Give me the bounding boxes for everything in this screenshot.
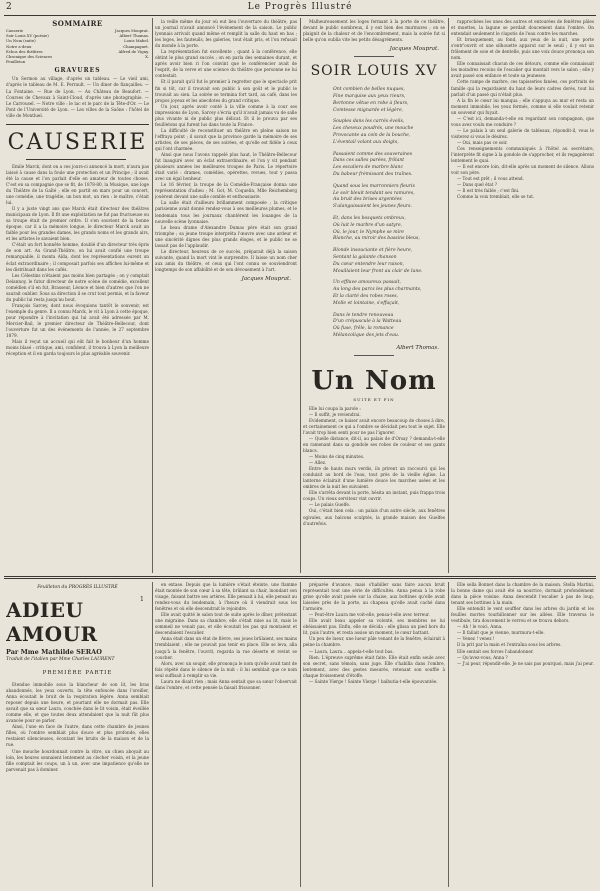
poem-line: Fine marquise aux yeux rieurs, xyxy=(333,93,406,99)
un-nom-paragraph: — C'est ici, demanda-t-elle en regardant son compagnon, que vous avez voulu me conduire ? xyxy=(451,115,594,127)
un-nom-paragraph: Elle connaissait chacun de ces détours, comme elle connaissait les moindres recoins de l'escalier qui montait vers le salon ; elle y avait passé son enfance et toute sa jeunesse. xyxy=(451,61,594,79)
un-nom-paragraph: — Dans quel état ? xyxy=(457,182,497,188)
un-nom-paragraph: A la fin le cœur lui manqua ; elle s'appuya au mur et resta un moment immobile, les yeux fermés, comme si elle voulait retenir un souvenir qui fuyait. xyxy=(451,97,594,115)
feuilleton-paragraph: — Sainte Vierge ! Sainte Vierge ! balbutia-t-elle épouvantée. xyxy=(309,678,438,684)
poem-line: Du babeur frémissant des traînes. xyxy=(333,171,413,177)
sommaire-item-author: Champagnet. xyxy=(123,43,149,49)
sommaire-item-author: Jacques Mouprat. xyxy=(114,28,149,33)
feuilleton-paragraph: — Il fallait que je vienne, murmura-t-elle. xyxy=(457,630,545,636)
causerie-paragraph: Emile Marck, dont on a ces jours-ci annoncé la mort, n'aura pas laissé à cause dans la foule une protection et un Principe ; il avait été la cause et l'on parlait d'elle en amateur de toutes choses. C'est en sa compagnie que se fit, de 1878-80, la Musique, une loge du Théâtre de la Gaîté ; elle en partit en mars pour un concert, une comédie, une tragédie, un bon mot, un rien : le maître, c'était lui. xyxy=(6,163,149,206)
column-3-signature: Jacques Mouprat. xyxy=(389,46,439,53)
causerie-body xyxy=(6,164,149,358)
feuilleton-part: PREMIÈRE PARTIE xyxy=(42,670,113,676)
causerie-paragraph: Il y a juste vingt ans que Marck était directeur des théâtres municipaux de Lyon. Il fit une exploitation ne fut pas fructueuse ou sa troupe était de premier ordre. Il s'en souvient de la bonne époque, car il a la mémoire longue, le directeur Marck avait un faible pour les grandes dames, les grands noms et les grands airs, et les artistes le savaient bien. xyxy=(6,206,149,242)
column-divider xyxy=(152,582,153,887)
poem-line: Dans le tendre renouveau xyxy=(333,312,394,318)
newspaper-title: Le Progrès Illustré xyxy=(247,2,353,12)
causerie-paragraph: La difficulté de reconstituer un théâtre en pleine saison ne l'effraya point ; il savait que la province garde la mémoire de ses artistes, de ses pièces, de ses soirées, et qu'elle est fidèle à ceux qui l'ont charmée. xyxy=(155,127,297,151)
un-nom-paragraph: — Il est très faible ; c'est fini. xyxy=(457,188,520,194)
poem-line: Les cheveux poudrés, une mouche xyxy=(333,126,414,132)
feuilleton-paragraph: Laura ne disait rien ; mais Anna sentait que sa sœur l'observait dans l'ombre, et cette pensée la faisait frissonner. xyxy=(155,678,297,690)
un-nom-paragraph: rapprochées les unes des autres et entourées de fenêtres pâles et muettes, la lagune se perdait doucement dans l'ombre. On entendait seulement le clapotis de l'eau contre les marches. xyxy=(451,19,594,37)
feuilleton-body xyxy=(6,682,149,773)
poem-line: Mélancolique des jets d'eau. xyxy=(333,332,400,338)
un-nom-paragraph: Oui, c'était bien cela : un palais d'un autre siècle, aux fenêtres ogivales, aux balcons sculptés, la grande maison des Guelfes d'autrefois. xyxy=(303,508,445,526)
causerie-paragraph: Le beau drame d'Alexandre Dumas père était son grand triomphe ; sa jeune troupe interpréta l'œuvre avec une ardeur et une sincérité dignes des plus grands éloges, et le public ne se lassait pas de l'applaudir. xyxy=(155,224,297,248)
poem-line: Comtesse mignarde et légère, xyxy=(333,107,404,113)
un-nom-paragraph: Elle s'arrêta devant la porte, hésita un instant, puis frappa trois coups. Un vieux serviteur vint ouvrir. xyxy=(303,490,445,502)
separator xyxy=(354,355,394,356)
feuilleton-paragraph: Ainsi, l'une en face de l'autre, dans cette chambre de jeunes filles, où l'ombre semblait plus douce et plus profonde, elles restaient silencieuses, écoutant les bruits de la maison et de la rue. xyxy=(6,724,149,748)
feuilleton-column-4 xyxy=(451,582,594,887)
column-4 xyxy=(451,19,594,573)
causerie-paragraph: Ainsi que nous l'avons rappelé plus haut, le Théâtre-Bellecour fut inauguré avec un éclat extraordinaire, et l'on y vit pendant plusieurs années les meilleures troupes de Paris. Le répertoire était varié : drames, comédies, opérettes, revues, tout y passa avec un égal bonheur. xyxy=(155,152,297,182)
un-nom-paragraph: — Allez. xyxy=(309,460,327,466)
poem-line: Ont combien de belles nuques, xyxy=(333,87,405,93)
poem-line: Le soir bleuit tendant ses ramures, xyxy=(333,190,415,196)
un-nom-paragraph: — Oui, mais pas ce soir. xyxy=(457,139,508,145)
feuilleton-paragraph: Alors, avec un soupir, elle prononça le nom qu'elle avait tant de fois répété dans le silence de la nuit : il lui semblait que ce nom seul suffisait à remplir sa vie. xyxy=(155,660,297,678)
column-divider xyxy=(448,582,449,887)
feuilleton-body-3 xyxy=(303,582,445,685)
feuilleton-paragraph: Il la prit par la main et l'entraîna sous les arbres. xyxy=(457,642,562,648)
page-header xyxy=(0,0,600,16)
column-2 xyxy=(155,19,297,573)
poem-line: Et la clarté des robes roses, xyxy=(333,293,399,299)
poem-line: Et, dans les bosquets ombreux, xyxy=(333,215,406,221)
feuilleton-paragraph: Elle entendit le vent souffler dans les arbres du jardin et les feuilles mortes tourbillonner sur les allées. Elle traversa le vestibule, tira doucement le verrou et se trouva dehors. xyxy=(451,606,594,624)
un-nom-paragraph: Ces renseignements communiqués à l'hôtel au secrétaire, l'interprète fit signe à la gondole de s'approcher, et ils regagnèrent lentement le quai. xyxy=(451,145,594,164)
un-nom-paragraph: — Quelle distance, dit-il, au palais de d'Orsay ? demanda-t-elle en ramenant dans sa gondole ses robes de couleur et ses gants blancs. xyxy=(303,435,445,454)
separator xyxy=(354,56,394,57)
sommaire-item-label: Un Nom (suite) xyxy=(6,38,36,44)
un-nom-paragraph: Evidemment, ce baiser avait encore beaucoup de choses à dire, et certainement ce qui a l'ombre se décidait peu tout le sujet. Elle l'avait trop bien senti pour ne pas l'ignorer. xyxy=(303,417,445,435)
column-1 xyxy=(6,19,149,573)
feuilleton-paragraph: — J'ai peur, répondit-elle. Je ne sais pas pourquoi, mais j'ai peur. xyxy=(457,660,594,666)
poem-line: Bertonne vêtue en robe à fleurs, xyxy=(333,100,409,106)
sommaire-item xyxy=(6,59,149,64)
poem-stanza xyxy=(333,152,445,179)
poem-line: Provocante au coin de la bouche, xyxy=(333,132,411,138)
feuilleton-paragraph: Un peu de lueur, une lueur pâle venant de la fenêtre, éclairait à peine la chambre. xyxy=(303,636,445,648)
sommaire-item-label: Causerie xyxy=(6,28,24,33)
sommaire-item-author: Louis Mabel. xyxy=(124,38,149,44)
page-number: 2 xyxy=(6,2,12,12)
sommaire-item-label: Soir Louis XV (poésie) xyxy=(6,33,49,39)
poem-line: Du cœur entendre leur raison, xyxy=(333,261,405,267)
feuilleton-paragraph: Elle avait quitté le salon tout de suite après le dîner, prétextant une migraine. Dans sa chambre, elle s'était mise au lit, mais le sommeil ne venait pas, et elle écoutait les pas qui montaient et descendaient l'escalier. xyxy=(155,612,297,636)
feuilleton-paragraph: Etendue immobile sous la blancheur de son lit, les bras abandonnés, les yeux ouverts, la tête enfoncée dans l'oreiller, Anna écoutait le bruit de la respiration légère. Anna semblait reposer depuis une heure, et pourtant elle ne dormait pas. Elle savait que sa sœur Laura, couchée dans le lit voisin, était éveillée comme elle, et que toutes deux attendaient que la nuit fût plus avancée pour se parler. xyxy=(6,682,149,724)
poem-line: Un effluve amoureux passait, xyxy=(333,280,401,286)
feuilleton-paragraph: — Peut-être Laura me voit-elle, pensa-t-elle avec terreur. xyxy=(309,612,430,618)
poem-stanza xyxy=(333,216,445,243)
causerie-signature: Jacques Mouprat. xyxy=(241,275,291,282)
poem-line: Où, le jour, le Nymphe se mire xyxy=(333,229,405,235)
un-nom-title: Un Nom xyxy=(311,365,437,396)
causerie-paragraph: La représentation fut excellente ; quant à la conférence, elle obtint le plus grand succès ; on en parla des semaines durant, et après avoir bien ri l'on convint que le conférencier avait de l'esprit, de la verve et une science du théâtre que personne ne lui contestait. xyxy=(155,49,297,79)
gravures-text: Un Sermon au village, d'après un tableau. — Le vieil ami, d'après le tableau de M. E. Perrault. — Un diner de fiançailles. — La Fontaine. — Rue de Lyon. — Au Château de Beaufort. — Courses de Chevaux à Saint-Cloud, d'après une photographie. — Le Carrousel. — Notre ville : le lac et le parc de la Tête-d'Or. — Le Pont de l'Université de Lyon. — Les villes de la Saône : l'hôtel de ville de Montluel. xyxy=(6,76,149,118)
column-divider xyxy=(300,18,301,573)
sommaire-list xyxy=(6,28,149,64)
feuilleton-paragraph: — Laura, Laura... appela-t-elle tout bas. xyxy=(309,648,394,654)
un-nom-paragraph: — Le palais à un seul galerie de tableaux, répondit-il, vous le visiterez si vous le désirez. xyxy=(451,127,594,139)
poem-stanza xyxy=(333,184,445,211)
feuilleton-body-4 xyxy=(451,582,594,667)
causerie-paragraph: Les Célestins n'étaient pas moins bien partagés ; on y comptait Delannoy, le futur directeur de notre scène de comédie, excellent comédien s'il en fut, Brasseur, Léonce et bien d'autres que l'on ne saurait oublier. Sous sa direction il se crut tout permis, et la faveur du public lui resta jusqu'au bout. xyxy=(6,272,149,302)
poem-stanza xyxy=(333,87,445,114)
sommaire-item-label: Echos des théâtres xyxy=(6,48,43,54)
feuilleton-paragraph: Elle avait beau appeler sa volonté, ses membres ne lui obéissaient pas. Enfin, elle se décida : elle glissa un pied hors du lit, puis l'autre, et resta assise un moment, le cœur battant. xyxy=(303,618,445,636)
un-nom-paragraph: — Le palais Guelfe. xyxy=(309,502,351,508)
section-rule xyxy=(6,124,149,125)
feuilleton-paragraph: Elle sella Bonnet dans la chambre de la maison. Stella Martini, la bonne dame qui avait été sa nourrice, dormait profondément dans la pièce voisine. Anna descendit l'escalier à pas de loup, tenant ses bottines à la main. xyxy=(451,582,594,606)
poem-line: S'alanguissaient les jeunes fleurs. xyxy=(333,204,412,210)
poem-line: Mouillaient leur front au clair de lune. xyxy=(333,268,423,274)
causerie-paragraph: Le 16 février, la troupe de la Comédie-Française donna une représentation d'adieu ; M. Got, M. Coquelin, Mlle Reichemberg jouèrent devant une salle comble et enthousiaste. xyxy=(155,182,297,200)
column-divider xyxy=(152,18,153,573)
un-nom-subtitle: SUITE ET FIN xyxy=(353,396,395,402)
poem-signature: Albert Thomas. xyxy=(396,344,439,351)
poem-line: Molle et lointaine, s'effaçait, xyxy=(333,300,400,306)
feuilleton-column-2 xyxy=(155,582,297,887)
feuilleton-body-2 xyxy=(155,582,297,691)
causerie-paragraph: Un jour, après avoir conté à la ville comme à la cour ses impressions de Lyon, Sarcey s'écria qu'il n'avait jamais vu de salle plus vivante ni de public plus délicat. Et il le prouva par ses feuilletons qui furent lus dans toute la France. xyxy=(155,103,297,127)
poem-line: Les escaliers de marbre blanc xyxy=(333,165,404,171)
poem-line: Passaient comme des souveraines xyxy=(333,151,413,157)
poem-stanza xyxy=(333,280,445,307)
poem-line: D'un crépuscule à la Watteau xyxy=(333,319,402,325)
poem-title: SOIR LOUIS XV xyxy=(310,63,438,80)
causerie-paragraph: La salle était d'ailleurs brillamment composée ; la critique parisienne avait donné rendez-vous à ses meilleures plumes, et le lendemain tous les journaux chantèrent les louanges de la nouvelle scène lyonnaise. xyxy=(155,200,297,224)
sommaire-item-author: Alfred de Vigny. xyxy=(118,48,149,54)
feuilleton-rule xyxy=(4,576,596,577)
causerie-paragraph: François Sarcey, dont nous évoquions tantôt le souvenir, est l'exemple du genre. Il a connu Marck, le vit à Lyon à cette époque, pour répondre à l'invitation qui lui avait été adressée par M. Mercier-Bail, le premier directeur de Théâtre-Bellecour, dont l'ouverture fut un des événements de l'année, le 27 septembre 1879. xyxy=(6,302,149,339)
feuilleton-header: Feuilleton du PROGRÈS ILLUSTRÉ xyxy=(37,585,118,590)
feuilleton-number: 1 xyxy=(140,596,144,603)
poem-line: Dans ces salles parées, frôlant xyxy=(333,158,405,164)
sommaire-item-author: Albert Thomas. xyxy=(119,33,149,39)
feuilleton-author: Par Mme Mathilde SERAO xyxy=(6,648,102,656)
feuilleton-paragraph: préparée d'avance, mais s'habiller sans faire aucun bruit représentait tout une série de difficultés. Anna pensa à la robe grise qu'elle avait posée sur la chaise, aux bottines qu'elle avait laissées près de la porte, au chapeau qu'elle avait caché dans l'armoire. xyxy=(303,582,445,612)
feuilleton-paragraph: — Ah ! le voici, Anna. xyxy=(457,624,503,630)
poem-line: L'éventail volant aux doigts, xyxy=(333,139,399,145)
un-nom-paragraph: — Tout est prêt ; il vous attend. xyxy=(457,176,524,182)
un-nom-paragraph: — Il suffit, je reviendrai. xyxy=(309,411,361,417)
feuilleton-rule xyxy=(4,578,596,579)
causerie-paragraph: C'était un fort honnête homme, doublé d'un directeur très épris de son art. Au Grand-Théâtre, on lui avait confié une troupe remarquable, il monta Aïda, dont les représentations eurent un éclat extraordinaire ; il composait parfois ses affiches lui-même et les distribuait dans les cafés. xyxy=(6,242,149,272)
causerie-title: CAUSERIE xyxy=(7,129,148,155)
poem-line: Où fuse, frêle, la romance xyxy=(333,326,394,332)
poem-line: Quand sous les marronniers fleuris xyxy=(333,183,415,189)
un-nom-paragraph: Et brusquement, au fond, aux yeux de la nuit, une porte s'entr'ouvrit et une silhouette apparut sur le seuil ; il y eut un frôlement de soie et de dentelle, puis une voix douce prononça son nom. xyxy=(451,37,594,61)
sommaire-item-label: Feuilleton xyxy=(6,59,26,65)
gravures-title: GRAVURES xyxy=(54,67,101,75)
poem-line: Au long des parcs les plus charmants, xyxy=(333,287,422,293)
un-nom-body xyxy=(303,406,445,527)
causerie-paragraph: Le directeur, heureux de ce succès, préparait déjà la saison suivante, quand la mort vint le surprendre. Il laisse un nom cher aux amis du théâtre, et ceux qui l'ont connu se souviendront longtemps de son affabilité et de son dévouement à l'art. xyxy=(155,248,297,272)
causerie-paragraph: Et il parait qu'il fut le premier à regretter que le spectacle prit fin si tôt, car il trouvait son public à son goût et le public le trouvait au sien. La soirée se termina fort tard, au café, dans les propos joyeux et les anecdotes du grand critique. xyxy=(155,79,297,103)
poem-stanza xyxy=(333,248,445,275)
feuilleton-column-1 xyxy=(6,582,149,887)
un-nom-paragraph: — Il est encore loin, dit-elle après un moment de silence. Allons voir son père. xyxy=(451,164,594,176)
feuilleton-translator: Traduit de l'italien par Mme Charles LAURENT xyxy=(6,657,115,662)
poem-line: Où luit le marbre d'un satyre, xyxy=(333,222,403,228)
causerie-continued xyxy=(155,19,297,273)
sommaire-title: SOMMAIRE xyxy=(52,19,103,28)
un-nom-paragraph: Elle lui coupa la parole : xyxy=(309,405,361,411)
poem-line: Sentant la galante chanson xyxy=(333,254,397,260)
feuilleton-paragraph: en extase. Depuis que la lumière s'était éteinte, une flamme était montée de son cœur à sa tête, brûlant sa chair, inondant son visage, faisant battre ses artères. Elle pensait à lui, elle pensait au rendez-vous du lendemain, à l'heure où il viendrait sous les fenêtres et où elle descendrait le rejoindre. xyxy=(155,582,297,612)
poem-line: Au bruit des brises argentées xyxy=(333,197,402,203)
un-nom-paragraph: Cette rampe de marbre, ces tapisseries fanées, ces portraits de famille qui la regardaient du haut de leurs cadres dorés, tout lui parlait d'un passé qui n'était plus. xyxy=(451,79,594,97)
feuilleton-paragraph: Une mouche bourdonnait contre la vitre, un chien aboyait au loin, les heures sonnaient lentement au clocher voisin, et la jeune fille comptait les coups, un à un, avec une impatience qu'elle ne parvenait pas à dominer. xyxy=(6,748,149,772)
causerie-paragraph: la veille même du jour où eut lieu l'ouverture du théâtre, pas un journal n'avait annoncé l'événement de la saison. Le public lyonnais arrivait quand même et remplit la salle du haut en bas ; les loges, les fauteuils, les galeries, tout était pris, et l'on refusait du monde à la porte. xyxy=(155,19,297,49)
feuilleton-column-3 xyxy=(303,582,445,887)
poem-stanza xyxy=(333,119,445,146)
poem-body xyxy=(303,87,445,340)
poem-line: Souples dans les carrés éveils, xyxy=(333,119,405,125)
feuilleton-paragraph: Rien. L'épreuve suprême était faite. Elle était enfin seule avec son secret, sans témoin, sans juge. Elle s'habilla dans l'ombre, lentement, avec des gestes mesurés, retenant son souffle à chaque froissement d'étoffe. xyxy=(303,654,445,678)
un-nom-paragraph: Entre de hauts murs verdis, ils prirent un raccourci qui les conduisit au bord de l'eau, tout près de la vieille église. La lanterne éclairait d'une lumière douce les marches usées et les ombres de la nuit les suivaient. xyxy=(303,466,445,490)
un-nom-paragraph: Comme la voix tremblait, elle se tut. xyxy=(457,194,535,200)
sommaire-item-author: X. xyxy=(145,54,149,60)
sommaire-item-label: Notre a-deux xyxy=(6,43,32,49)
feuilleton-paragraph: Anna était dans un état de fièvre, ses joues brûlaient, ses mains tremblaient ; elle ne pouvait pas tenir en place. Elle se leva, alla jusqu'à la fenêtre, l'ouvrit, regarda la rue déserte et revint se coucher. xyxy=(155,636,297,660)
poem-stanza xyxy=(333,313,445,340)
un-nom-paragraph: — Moins de cinq minutes. xyxy=(309,454,365,460)
feuilleton-paragraph: Elle sentait ses forces l'abandonner. xyxy=(457,648,534,654)
header-rule xyxy=(4,15,596,16)
column-3-top-text: Malheureusement les loges fermant à la porte de ce théâtre, devant le public nombreux, il y eut bien des murmures ; on se plaignit de la chaleur et de l'encombrement, mais la soirée fut si belle qu'on oublia vite les petits désagréments. xyxy=(303,19,445,43)
poem-line: Blonde insouciante et fière heure, xyxy=(333,248,413,254)
sommaire-item-label: Chronique des Sciences xyxy=(6,54,53,60)
column-3 xyxy=(303,19,445,573)
poem-line: Blanche, au miroir des bassins bleus, xyxy=(333,236,420,242)
causerie-paragraph: Mais il reçut un accueil qui eût fait le bonheur d'un homme moins blasé : critique, ami, confident, il trouva à Lyon la meilleure réception et il en garda toujours le plus agréable souvenir. xyxy=(6,339,149,357)
feuilleton-paragraph: — Qu'avez-vous, Anna ? xyxy=(457,654,508,660)
section-rule xyxy=(26,159,126,160)
feuilleton-title: ADIEU AMOUR xyxy=(6,598,98,646)
column-divider xyxy=(300,582,301,887)
feuilleton-paragraph: — Venez ! venez ! xyxy=(457,636,495,642)
un-nom-continued xyxy=(451,19,594,200)
column-divider xyxy=(448,18,449,573)
